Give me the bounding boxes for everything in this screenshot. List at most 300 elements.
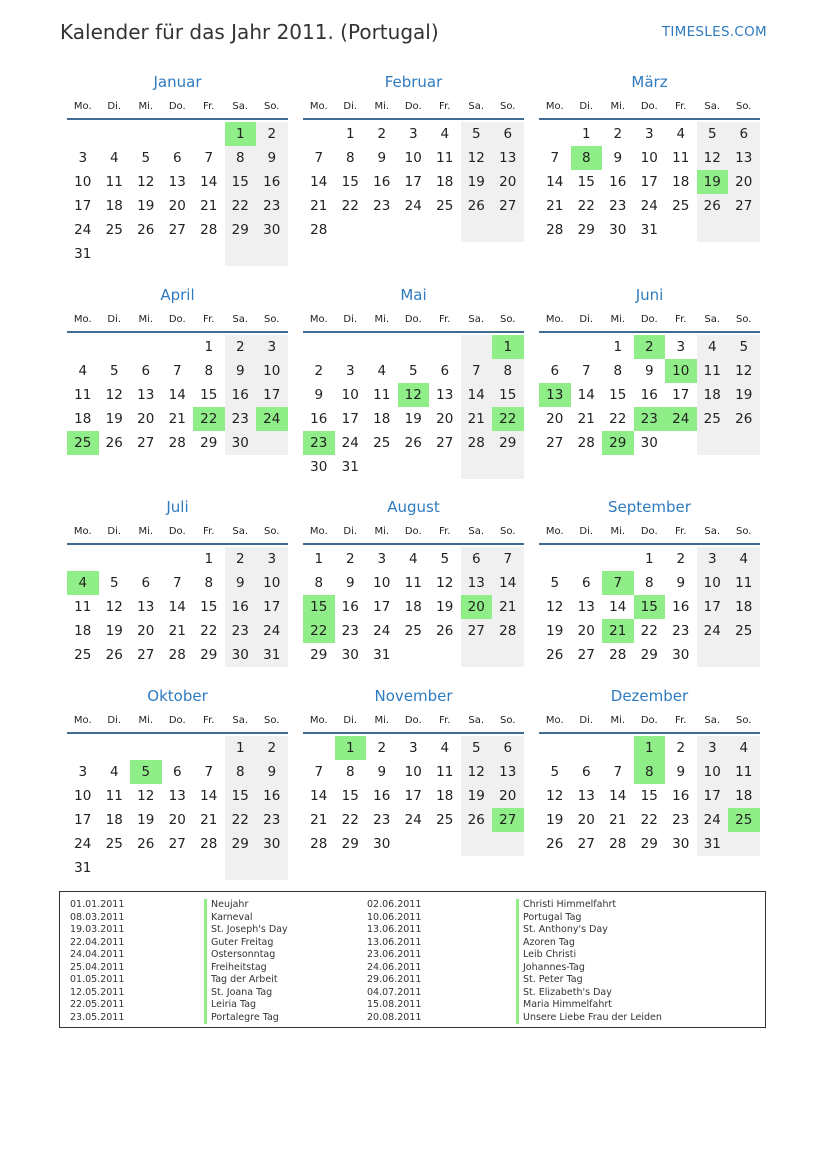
weekday-header: Di. xyxy=(343,101,358,112)
day-cell: 28 xyxy=(467,435,485,451)
day-cell: 29 xyxy=(231,836,249,852)
day-cell: 24 xyxy=(703,812,721,828)
day-cell: 16 xyxy=(341,599,359,615)
day-cell: 14 xyxy=(467,387,485,403)
day-cell: 16 xyxy=(672,599,690,615)
day-cell: 10 xyxy=(703,764,721,780)
legend-right-dates xyxy=(367,899,421,1024)
weekday-header: Mi. xyxy=(610,526,626,537)
day-cell: 26 xyxy=(436,623,454,639)
weekday-header: Mi. xyxy=(138,314,154,325)
legend-date: 22.04.2011 xyxy=(70,936,125,948)
day-cell: 15 xyxy=(341,788,359,804)
legend-name: Azoren Tag xyxy=(523,936,575,948)
day-cell: 17 xyxy=(703,599,721,615)
day-cell: 14 xyxy=(168,387,186,403)
brand-link[interactable]: TIMESLES.COM xyxy=(661,24,767,40)
day-cell: 24 xyxy=(74,222,92,238)
legend-name: Portugal Tag xyxy=(523,911,582,923)
weekday-header: Sa. xyxy=(468,715,485,726)
legend-date: 04.07.2011 xyxy=(367,986,422,998)
day-cell: 30 xyxy=(640,435,658,451)
day-cell: 30 xyxy=(310,459,328,475)
header-rule xyxy=(539,543,760,545)
day-cell: 29 xyxy=(200,435,218,451)
holiday-day-cell: 15 xyxy=(303,595,335,619)
day-cell: 6 xyxy=(172,764,182,780)
day-cell: 17 xyxy=(404,788,422,804)
day-cell: 9 xyxy=(235,575,245,591)
day-cell: 30 xyxy=(231,647,249,663)
day-cell: 21 xyxy=(200,812,218,828)
weekday-header: Mi. xyxy=(610,715,626,726)
day-cell: 2 xyxy=(676,740,686,756)
day-cell: 22 xyxy=(200,623,218,639)
weekday-header: Do. xyxy=(640,314,658,325)
legend-name: Tag der Arbeit xyxy=(211,974,278,985)
day-cell: 28 xyxy=(609,836,627,852)
day-cell: 22 xyxy=(577,198,595,214)
day-cell: 11 xyxy=(436,764,454,780)
weekday-header: Mi. xyxy=(138,526,154,537)
day-cell: 21 xyxy=(546,198,564,214)
weekday-header: Sa. xyxy=(468,101,485,112)
holiday-day-cell: 19 xyxy=(697,170,729,194)
legend-date: 25.04.2011 xyxy=(70,961,125,973)
weekday-header: Do. xyxy=(168,314,186,325)
header-rule xyxy=(539,331,760,333)
holiday-day-cell: 22 xyxy=(303,619,335,643)
holiday-day-cell: 13 xyxy=(539,383,571,407)
day-cell: 29 xyxy=(341,836,359,852)
day-cell: 14 xyxy=(546,174,564,190)
month-name: November xyxy=(374,687,453,705)
holiday-day-cell: 1 xyxy=(225,122,257,146)
month-november xyxy=(303,687,524,897)
day-cell: 21 xyxy=(609,812,627,828)
weekday-header: Mo. xyxy=(545,314,564,325)
day-cell: 27 xyxy=(436,435,454,451)
weekday-header: Mo. xyxy=(309,314,328,325)
holiday-legend xyxy=(59,891,766,1028)
legend-name: St. Joana Tag xyxy=(211,986,273,998)
day-cell: 13 xyxy=(436,387,454,403)
day-cell: 16 xyxy=(231,387,249,403)
day-cell: 20 xyxy=(499,788,517,804)
day-cell: 9 xyxy=(235,363,245,379)
day-cell: 6 xyxy=(581,764,591,780)
day-cell: 7 xyxy=(204,150,214,166)
weekday-header: Mo. xyxy=(545,526,564,537)
day-cell: 13 xyxy=(467,575,485,591)
day-cell: 20 xyxy=(499,174,517,190)
month-mai xyxy=(303,286,524,496)
weekday-header: Mi. xyxy=(610,314,626,325)
month-name: August xyxy=(387,498,440,516)
day-cell: 5 xyxy=(471,740,481,756)
weekday-header: Do. xyxy=(168,526,186,537)
day-cell: 6 xyxy=(440,363,450,379)
day-cell: 22 xyxy=(341,812,359,828)
day-cell: 15 xyxy=(341,174,359,190)
day-cell: 28 xyxy=(200,836,218,852)
day-cell: 5 xyxy=(440,551,450,567)
weekday-header: So. xyxy=(736,526,752,537)
holiday-day-cell: 4 xyxy=(67,571,99,595)
day-cell: 5 xyxy=(109,363,119,379)
weekday-header: Di. xyxy=(579,101,594,112)
weekday-header: Di. xyxy=(343,526,358,537)
weekday-header: Fr. xyxy=(675,526,687,537)
weekday-header: Do. xyxy=(404,101,422,112)
holiday-day-cell: 1 xyxy=(335,736,367,760)
day-cell: 12 xyxy=(137,174,155,190)
day-cell: 25 xyxy=(703,411,721,427)
day-cell: 1 xyxy=(204,551,214,567)
legend-name: Karneval xyxy=(211,911,253,923)
legend-name: Leiria Tag xyxy=(211,999,257,1010)
day-cell: 22 xyxy=(231,812,249,828)
holiday-day-cell: 20 xyxy=(461,595,493,619)
day-cell: 18 xyxy=(373,411,391,427)
day-cell: 21 xyxy=(168,623,186,639)
day-cell: 10 xyxy=(640,150,658,166)
day-cell: 6 xyxy=(141,575,151,591)
day-cell: 29 xyxy=(231,222,249,238)
weekday-header: Di. xyxy=(107,715,122,726)
day-cell: 25 xyxy=(105,222,123,238)
day-cell: 3 xyxy=(676,339,686,355)
legend-name: Leib Christi xyxy=(523,949,577,960)
legend-name: St. Joseph's Day xyxy=(211,924,288,935)
weekday-header: Fr. xyxy=(439,715,451,726)
day-cell: 9 xyxy=(267,764,277,780)
weekday-header: So. xyxy=(264,101,280,112)
day-cell: 3 xyxy=(707,740,717,756)
weekday-header: Di. xyxy=(107,101,122,112)
day-cell: 26 xyxy=(735,411,753,427)
day-cell: 13 xyxy=(577,599,595,615)
legend-name: Unsere Liebe Frau der Leiden xyxy=(523,1011,662,1023)
holiday-day-cell: 2 xyxy=(634,335,666,359)
weekday-header: Sa. xyxy=(704,101,721,112)
legend-date: 29.06.2011 xyxy=(367,974,422,985)
legend-date: 23.06.2011 xyxy=(367,949,422,960)
day-cell: 4 xyxy=(440,740,450,756)
day-cell: 4 xyxy=(109,764,119,780)
day-cell: 12 xyxy=(137,788,155,804)
legend-name: St. Elizabeth's Day xyxy=(523,986,612,998)
day-cell: 30 xyxy=(609,222,627,238)
day-cell: 14 xyxy=(310,788,328,804)
day-cell: 24 xyxy=(373,623,391,639)
day-cell: 6 xyxy=(550,363,560,379)
day-cell: 14 xyxy=(310,174,328,190)
day-cell: 18 xyxy=(105,198,123,214)
day-cell: 10 xyxy=(404,150,422,166)
day-cell: 22 xyxy=(640,623,658,639)
day-cell: 13 xyxy=(499,764,517,780)
day-cell: 11 xyxy=(703,363,721,379)
header-rule xyxy=(303,543,524,545)
day-cell: 19 xyxy=(436,599,454,615)
day-cell: 1 xyxy=(581,126,591,142)
weekday-header: Do. xyxy=(640,101,658,112)
holiday-day-cell: 1 xyxy=(492,335,524,359)
day-cell: 23 xyxy=(263,198,281,214)
day-cell: 13 xyxy=(137,387,155,403)
day-cell: 11 xyxy=(105,174,123,190)
day-cell: 2 xyxy=(676,551,686,567)
day-cell: 26 xyxy=(404,435,422,451)
day-cell: 1 xyxy=(204,339,214,355)
weekday-header: Do. xyxy=(640,526,658,537)
day-cell: 1 xyxy=(345,126,355,142)
day-cell: 25 xyxy=(436,198,454,214)
day-cell: 22 xyxy=(640,812,658,828)
day-cell: 31 xyxy=(373,647,391,663)
day-cell: 6 xyxy=(739,126,749,142)
day-cell: 18 xyxy=(74,411,92,427)
day-cell: 12 xyxy=(703,150,721,166)
day-cell: 25 xyxy=(672,198,690,214)
day-cell: 11 xyxy=(74,599,92,615)
weekday-header: Mo. xyxy=(73,526,92,537)
day-cell: 7 xyxy=(314,764,324,780)
day-cell: 17 xyxy=(640,174,658,190)
holiday-day-cell: 21 xyxy=(602,619,634,643)
day-cell: 26 xyxy=(546,836,564,852)
day-cell: 18 xyxy=(436,788,454,804)
day-cell: 14 xyxy=(168,599,186,615)
header-rule xyxy=(67,732,288,734)
day-cell: 20 xyxy=(168,812,186,828)
day-cell: 15 xyxy=(609,387,627,403)
header-rule xyxy=(303,331,524,333)
day-cell: 4 xyxy=(739,740,749,756)
weekday-header: Do. xyxy=(404,526,422,537)
day-cell: 12 xyxy=(735,363,753,379)
weekday-header: Mo. xyxy=(73,314,92,325)
day-cell: 21 xyxy=(577,411,595,427)
day-cell: 4 xyxy=(377,363,387,379)
day-cell: 28 xyxy=(577,435,595,451)
day-cell: 10 xyxy=(404,764,422,780)
header-rule xyxy=(67,543,288,545)
day-cell: 28 xyxy=(168,647,186,663)
day-cell: 5 xyxy=(739,339,749,355)
month-name: März xyxy=(631,73,668,91)
day-cell: 10 xyxy=(703,575,721,591)
weekday-header: Fr. xyxy=(675,314,687,325)
day-cell: 17 xyxy=(74,812,92,828)
day-cell: 1 xyxy=(613,339,623,355)
day-cell: 3 xyxy=(78,764,88,780)
day-cell: 24 xyxy=(640,198,658,214)
month-name: Mai xyxy=(400,286,427,304)
day-cell: 8 xyxy=(204,363,214,379)
day-cell: 14 xyxy=(577,387,595,403)
day-cell: 20 xyxy=(577,812,595,828)
weekday-header: Sa. xyxy=(704,314,721,325)
day-cell: 29 xyxy=(499,435,517,451)
day-cell: 12 xyxy=(546,788,564,804)
day-cell: 15 xyxy=(231,788,249,804)
day-cell: 4 xyxy=(440,126,450,142)
weekday-header: Do. xyxy=(168,101,186,112)
day-cell: 31 xyxy=(703,836,721,852)
day-cell: 18 xyxy=(105,812,123,828)
day-cell: 26 xyxy=(467,812,485,828)
day-cell: 10 xyxy=(373,575,391,591)
day-cell: 2 xyxy=(314,363,324,379)
day-cell: 14 xyxy=(200,174,218,190)
day-cell: 24 xyxy=(703,623,721,639)
day-cell: 25 xyxy=(735,623,753,639)
day-cell: 30 xyxy=(231,435,249,451)
weekday-header: So. xyxy=(736,715,752,726)
legend-date: 01.05.2011 xyxy=(70,974,125,985)
day-cell: 1 xyxy=(644,551,654,567)
day-cell: 13 xyxy=(137,599,155,615)
day-cell: 3 xyxy=(377,551,387,567)
day-cell: 5 xyxy=(471,126,481,142)
day-cell: 28 xyxy=(168,435,186,451)
weekday-header: Mi. xyxy=(138,715,154,726)
weekday-header: Di. xyxy=(579,715,594,726)
holiday-day-cell: 25 xyxy=(728,808,760,832)
day-cell: 18 xyxy=(672,174,690,190)
day-cell: 15 xyxy=(499,387,517,403)
holiday-day-cell: 24 xyxy=(256,407,288,431)
day-cell: 5 xyxy=(141,150,151,166)
day-cell: 23 xyxy=(231,623,249,639)
day-cell: 8 xyxy=(235,150,245,166)
weekday-header: Sa. xyxy=(232,715,249,726)
page-title: Kalender für das Jahr 2011. (Portugal) xyxy=(60,20,439,44)
day-cell: 18 xyxy=(436,174,454,190)
day-cell: 17 xyxy=(74,198,92,214)
weekday-header: Fr. xyxy=(203,314,215,325)
holiday-day-cell: 23 xyxy=(303,431,335,455)
day-cell: 9 xyxy=(613,150,623,166)
day-cell: 17 xyxy=(341,411,359,427)
day-cell: 7 xyxy=(550,150,560,166)
weekday-header: Mo. xyxy=(545,101,564,112)
day-cell: 15 xyxy=(577,174,595,190)
holiday-day-cell: 22 xyxy=(492,407,524,431)
day-cell: 2 xyxy=(267,126,277,142)
weekday-header: Sa. xyxy=(704,715,721,726)
month-juli xyxy=(67,498,288,708)
day-cell: 19 xyxy=(105,411,123,427)
month-name: Dezember xyxy=(610,687,689,705)
holiday-day-cell: 1 xyxy=(634,736,666,760)
day-cell: 5 xyxy=(550,575,560,591)
day-cell: 27 xyxy=(137,435,155,451)
day-cell: 2 xyxy=(267,740,277,756)
day-cell: 17 xyxy=(263,599,281,615)
weekday-header: So. xyxy=(736,101,752,112)
day-cell: 28 xyxy=(499,623,517,639)
legend-name: Johannes-Tag xyxy=(523,961,585,973)
day-cell: 12 xyxy=(467,764,485,780)
day-cell: 28 xyxy=(200,222,218,238)
month-name: September xyxy=(608,498,691,516)
weekday-header: Mi. xyxy=(610,101,626,112)
day-cell: 16 xyxy=(373,788,391,804)
day-cell: 2 xyxy=(235,551,245,567)
day-cell: 13 xyxy=(735,150,753,166)
day-cell: 20 xyxy=(137,411,155,427)
day-cell: 5 xyxy=(408,363,418,379)
day-cell: 14 xyxy=(609,599,627,615)
day-cell: 31 xyxy=(74,860,92,876)
day-cell: 12 xyxy=(436,575,454,591)
day-cell: 6 xyxy=(141,363,151,379)
weekday-header: Sa. xyxy=(468,314,485,325)
day-cell: 2 xyxy=(235,339,245,355)
legend-date: 24.06.2011 xyxy=(367,961,422,973)
day-cell: 23 xyxy=(609,198,627,214)
day-cell: 11 xyxy=(105,788,123,804)
day-cell: 24 xyxy=(341,435,359,451)
day-cell: 7 xyxy=(172,363,182,379)
day-cell: 2 xyxy=(345,551,355,567)
day-cell: 14 xyxy=(200,788,218,804)
holiday-day-cell: 8 xyxy=(571,146,603,170)
month-name: Februar xyxy=(384,73,443,91)
weekday-header: Fr. xyxy=(203,715,215,726)
day-cell: 26 xyxy=(703,198,721,214)
holiday-day-cell: 24 xyxy=(665,407,697,431)
legend-name: Guter Freitag xyxy=(211,936,274,948)
day-cell: 10 xyxy=(74,788,92,804)
weekday-header: Do. xyxy=(404,314,422,325)
day-cell: 31 xyxy=(263,647,281,663)
month-januar xyxy=(67,73,288,283)
holiday-day-cell: 10 xyxy=(665,359,697,383)
day-cell: 3 xyxy=(644,126,654,142)
day-cell: 24 xyxy=(404,198,422,214)
weekday-header: Mo. xyxy=(73,101,92,112)
day-cell: 21 xyxy=(200,198,218,214)
weekday-header: Sa. xyxy=(232,314,249,325)
day-cell: 19 xyxy=(735,387,753,403)
day-cell: 1 xyxy=(235,740,245,756)
day-cell: 4 xyxy=(707,339,717,355)
day-cell: 18 xyxy=(74,623,92,639)
weekday-header: Fr. xyxy=(203,101,215,112)
day-cell: 6 xyxy=(503,126,513,142)
day-cell: 16 xyxy=(373,174,391,190)
month-oktober xyxy=(67,687,288,897)
weekday-header: Do. xyxy=(168,715,186,726)
day-cell: 30 xyxy=(672,647,690,663)
day-cell: 27 xyxy=(168,222,186,238)
day-cell: 19 xyxy=(546,812,564,828)
day-cell: 3 xyxy=(267,339,277,355)
day-cell: 26 xyxy=(137,836,155,852)
weekday-header: So. xyxy=(264,314,280,325)
day-cell: 7 xyxy=(613,764,623,780)
legend-date: 19.03.2011 xyxy=(70,924,125,935)
day-cell: 23 xyxy=(231,411,249,427)
day-cell: 10 xyxy=(263,575,281,591)
day-cell: 8 xyxy=(235,764,245,780)
day-cell: 9 xyxy=(644,363,654,379)
day-cell: 17 xyxy=(672,387,690,403)
